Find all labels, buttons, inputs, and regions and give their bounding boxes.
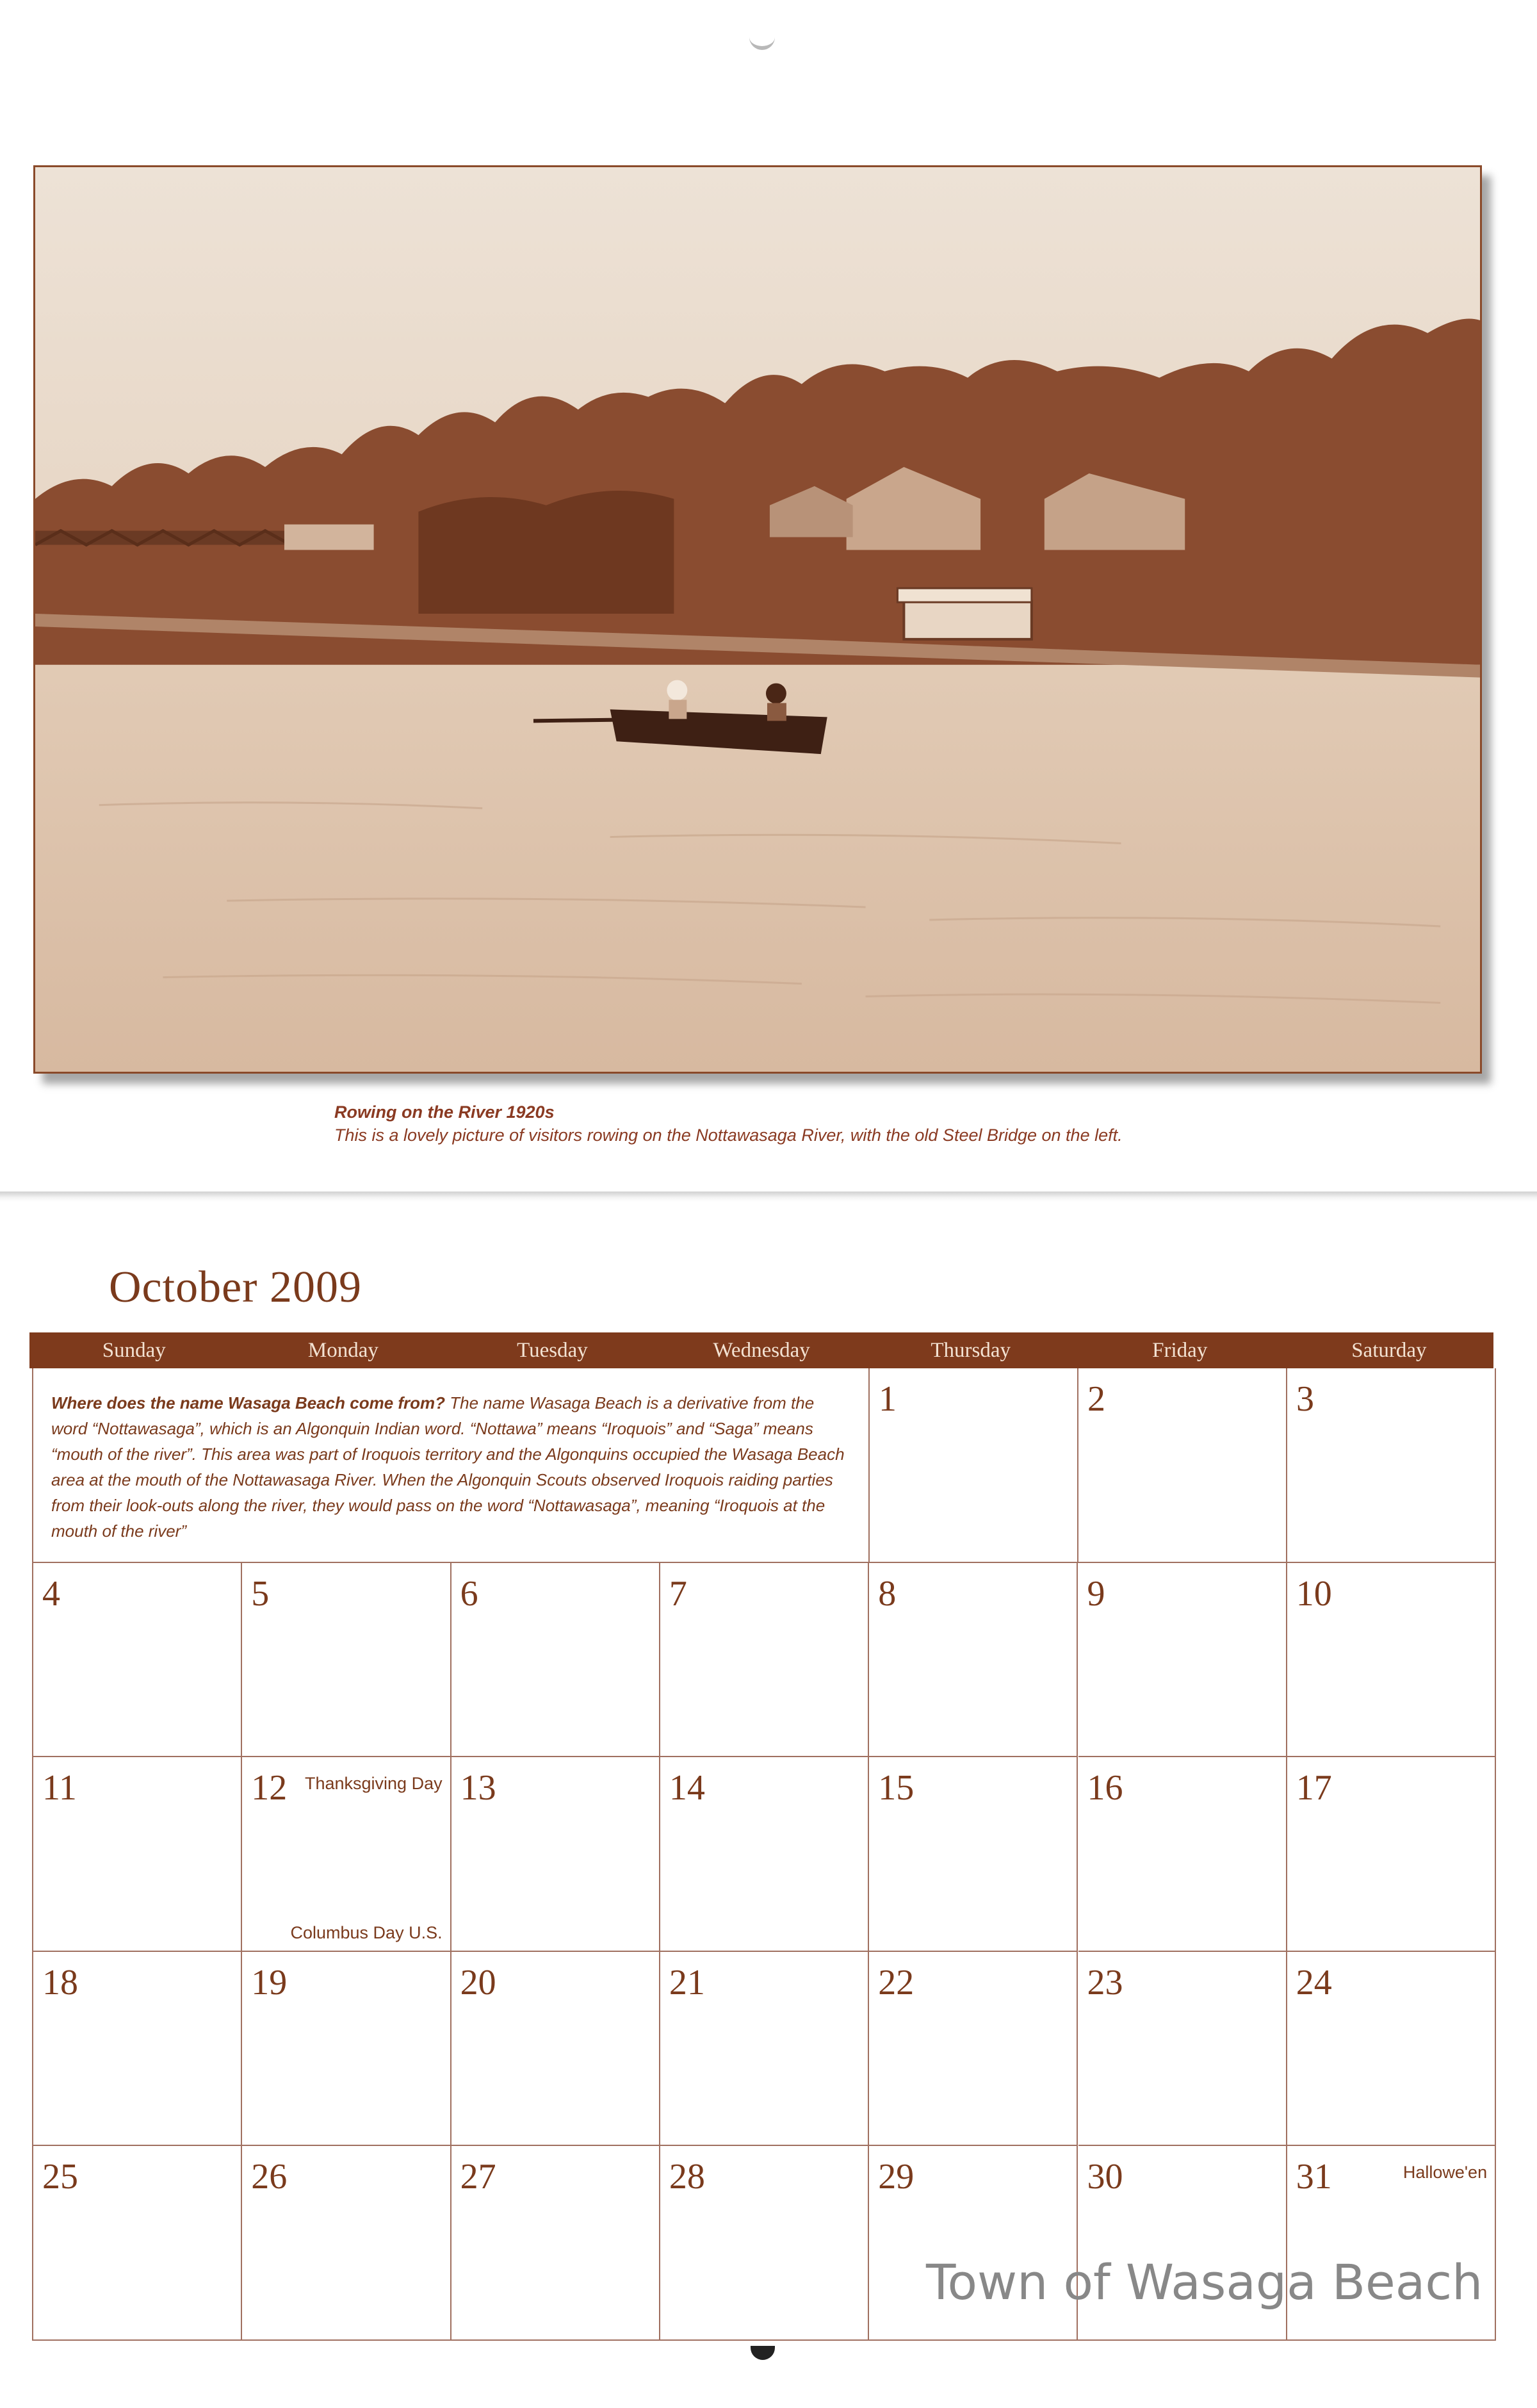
day-number: 10 bbox=[1296, 1573, 1332, 1614]
day-number: 20 bbox=[460, 1962, 496, 2003]
day-number: 6 bbox=[460, 1573, 478, 1614]
weekday-wednesday: Wednesday bbox=[713, 1339, 810, 1362]
day-cell bbox=[451, 1563, 660, 1758]
month-title: October 2009 bbox=[109, 1263, 362, 1312]
day-cell bbox=[451, 1757, 660, 1952]
day-cell bbox=[1287, 1563, 1496, 1758]
day-number: 31 bbox=[1296, 2157, 1332, 2197]
day-number: 12 bbox=[251, 1768, 288, 1808]
day-number: 2 bbox=[1087, 1379, 1105, 1419]
day-number: 8 bbox=[878, 1573, 897, 1614]
calendar-grid bbox=[32, 1368, 1495, 2341]
day-cell bbox=[242, 1757, 451, 1952]
day-cell bbox=[242, 2146, 451, 2341]
weekday-thursday: Thursday bbox=[931, 1339, 1011, 1362]
day-number: 9 bbox=[1087, 1573, 1105, 1614]
day-cell bbox=[242, 1952, 451, 2147]
day-number: 18 bbox=[42, 1962, 78, 2003]
weekday-sunday: Sunday bbox=[102, 1339, 166, 1362]
day-cell bbox=[1078, 1952, 1287, 2147]
day-number: 17 bbox=[1296, 1768, 1332, 1808]
day-cell bbox=[1078, 2146, 1287, 2341]
caption-text: This is a lovely picture of visitors rowing on the Nottawasaga River, with the old Steel Bridge on the left. bbox=[334, 1126, 1123, 1145]
rowing-photo-illustration bbox=[35, 167, 1480, 1072]
day-cell bbox=[869, 1952, 1078, 2147]
weekday-saturday: Saturday bbox=[1351, 1339, 1427, 1362]
day-cell bbox=[1078, 1563, 1287, 1758]
day-number: 30 bbox=[1087, 2157, 1123, 2197]
day-number: 11 bbox=[42, 1768, 77, 1808]
day-number: 3 bbox=[1296, 1379, 1314, 1419]
day-number: 28 bbox=[669, 2157, 705, 2197]
day-cell bbox=[869, 2146, 1078, 2341]
day-cell bbox=[33, 1563, 242, 1758]
day-cell bbox=[1287, 2146, 1496, 2341]
day-number: 24 bbox=[1296, 1962, 1332, 2003]
day-cell bbox=[451, 2146, 660, 2341]
day-number: 26 bbox=[251, 2157, 288, 2197]
day-number: 5 bbox=[251, 1573, 270, 1614]
day-cell bbox=[1078, 1757, 1287, 1952]
day-number: 4 bbox=[42, 1573, 60, 1614]
day-number: 22 bbox=[878, 1962, 915, 2003]
watermark: Town of Wasaga Beach bbox=[926, 2254, 1483, 2311]
weekday-tuesday: Tuesday bbox=[517, 1339, 588, 1362]
binder-hole bbox=[749, 33, 775, 50]
day-number: 29 bbox=[878, 2157, 915, 2197]
weekday-monday: Monday bbox=[307, 1339, 378, 1362]
day-cell bbox=[33, 1952, 242, 2147]
holiday-halloween: Hallowe'en bbox=[1403, 2163, 1488, 2183]
weekday-header bbox=[29, 1332, 1493, 1368]
day-number: 19 bbox=[251, 1962, 288, 2003]
page-fold bbox=[0, 1192, 1537, 1202]
holiday-columbus: Columbus Day U.S. bbox=[290, 1922, 443, 1942]
day-cell bbox=[870, 1368, 1078, 1563]
binder-hole bbox=[751, 2346, 775, 2360]
day-cell bbox=[1287, 1368, 1496, 1563]
day-number: 14 bbox=[669, 1768, 705, 1808]
day-cell bbox=[660, 1757, 869, 1952]
day-cell bbox=[660, 2146, 869, 2341]
photo-page bbox=[0, 0, 1537, 1197]
caption-title: Rowing on the River 1920s bbox=[334, 1102, 555, 1122]
day-number: 16 bbox=[1087, 1768, 1123, 1808]
day-number: 21 bbox=[669, 1962, 705, 2003]
day-cell bbox=[451, 1952, 660, 2147]
holiday-thanksgiving: Thanksgiving Day bbox=[304, 1774, 443, 1794]
weekday-friday: Friday bbox=[1152, 1339, 1208, 1362]
day-cell bbox=[1078, 1368, 1287, 1563]
day-cell bbox=[660, 1563, 869, 1758]
day-number: 13 bbox=[460, 1768, 496, 1808]
day-cell bbox=[869, 1563, 1078, 1758]
day-number: 25 bbox=[42, 2157, 78, 2197]
day-number: 15 bbox=[878, 1768, 915, 1808]
intro-text-box bbox=[33, 1368, 870, 1563]
day-cell bbox=[1287, 1757, 1496, 1952]
day-number: 23 bbox=[1087, 1962, 1123, 2003]
intro-body: The name Wasaga Beach is a derivative from the word “Nottawasaga”, which is an Algonquin Indian word. “Nottawa” means “Iroquois” and “Saga” means “mouth of the river”. This area was part of Iroquois territory and the Algonquins occupied the Wasaga Beach area at the mouth of the Nottawasaga River. When the Algonquin Scouts observed Iroquois raiding parties from their look-outs along the river, they would pass on the word “Nottawasaga”, meaning “Iroquois at the mouth of the river” bbox=[51, 1393, 845, 1541]
day-cell bbox=[33, 1757, 242, 1952]
day-cell bbox=[242, 1563, 451, 1758]
photo-caption bbox=[334, 1101, 1333, 1147]
intro-question: Where does the name Wasaga Beach come from? bbox=[51, 1393, 446, 1413]
day-cell bbox=[33, 2146, 242, 2341]
day-cell bbox=[1287, 1952, 1496, 2147]
day-cell bbox=[660, 1952, 869, 2147]
day-number: 27 bbox=[460, 2157, 496, 2197]
day-number: 1 bbox=[879, 1379, 897, 1419]
day-number: 7 bbox=[669, 1573, 687, 1614]
day-cell bbox=[869, 1757, 1078, 1952]
historic-photo bbox=[33, 165, 1482, 1074]
